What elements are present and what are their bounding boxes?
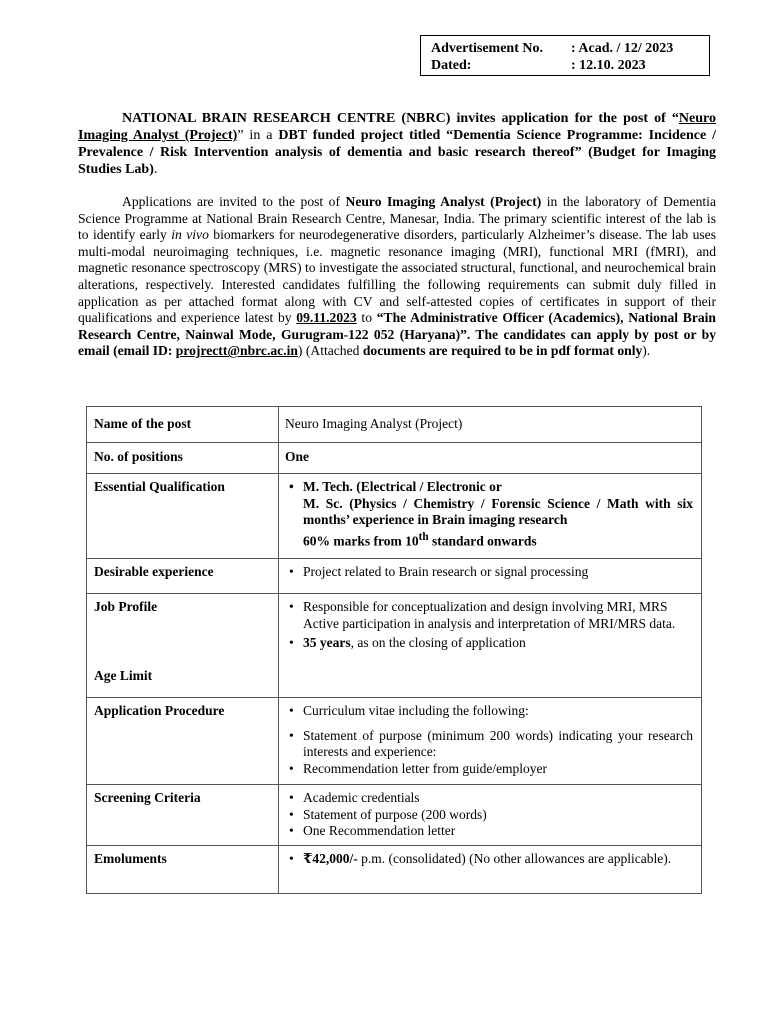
email-link[interactable]: projrectt@nbrc.ac.in [175, 343, 298, 359]
age-limit-label: Age Limit [94, 667, 153, 683]
intro-post-title: Neuro Imaging Analyst (Project) [78, 111, 716, 143]
essential-qualification-label: Essential Qualification [87, 474, 279, 559]
table-row [87, 698, 702, 785]
table-row [87, 594, 702, 698]
emoluments-label: Emoluments [87, 846, 279, 894]
qualification-line-2: M. Sc. (Physics / Chemistry / Forensic Science / Math with six months’ experience in Brain imaging research [303, 495, 693, 527]
body-last-date: 09.11.2023 [296, 310, 357, 326]
emoluments-list [285, 846, 693, 868]
qualification-line-3b: standard onwards [428, 533, 537, 548]
desirable-list [285, 559, 693, 581]
table-row [87, 407, 702, 443]
table-row [87, 443, 702, 474]
dated-label: Dated: [431, 58, 472, 73]
body-text-3: biomarkers for neurodegenerative disorders, particularly Alzheimer’s disease. The lab uses multi-modal neuroimaging techniques, i.e. magnetic resonance imaging (MRI), functional MRI (fMRI), and magnetic resonance spectroscopy (MRS) to investigate the associated structural, functional, and neurochemical brain alterations, respectively. Interested candidates fulfilling the following requirements can submit duly filled in application as per attached format along with CV and self-attested copies of certificates in support of their qualifications and experience latest by [78, 227, 716, 326]
positions-label: No. of positions [87, 443, 279, 474]
procedure-list [285, 698, 693, 777]
body-paragraph [78, 194, 716, 360]
list-item [285, 479, 693, 550]
job-profile-line-1: Responsible for conceptualization and design involving MRI, MRS [303, 599, 668, 614]
body-in-vivo: in vivo [171, 227, 209, 243]
screening-criteria-label: Screening Criteria [87, 785, 279, 846]
table-row [87, 474, 702, 559]
intro-text-1: NATIONAL BRAIN RESEARCH CENTRE (NBRC) invites application for the post of “ [122, 111, 679, 126]
name-of-post-label: Name of the post [87, 407, 279, 443]
body-pdf-note: documents are required to be in pdf format only [362, 343, 643, 359]
body-text-5: ) (Attached [297, 343, 363, 359]
list-item: • Statement of purpose (minimum 200 words) indicating your research interests and experience: [285, 728, 693, 761]
list-item: • Project related to Brain research or signal processing [285, 564, 693, 581]
advertisement-box [420, 35, 710, 76]
body-text-6: ). [642, 343, 651, 359]
intro-text-4: . [153, 162, 158, 177]
dated-value: : 12.10. 2023 [571, 58, 646, 73]
body-text-4: to [356, 310, 377, 326]
table-row [87, 846, 702, 894]
job-profile-label: Job Profile [94, 599, 158, 614]
table-row [87, 559, 702, 594]
table-row [87, 785, 702, 846]
advertisement-no-label: Advertisement No. [431, 41, 543, 56]
list-item: • Statement of purpose (200 words) [285, 807, 693, 824]
body-post-name: Neuro Imaging Analyst (Project) [345, 194, 542, 209]
qualification-line-1: M. Tech. (Electrical / Electronic or [303, 479, 502, 494]
age-limit-note: , as on the closing of application [350, 635, 526, 650]
list-item: • Curriculum vitae including the following: [285, 703, 693, 720]
list-item [285, 599, 693, 632]
emoluments-amount: ₹42,000/- [303, 851, 358, 866]
job-profile-list [285, 594, 693, 652]
list-item [285, 635, 693, 652]
advertisement-no-value: : Acad. / 12/ 2023 [571, 41, 674, 56]
list-item [285, 851, 693, 868]
body-text-2: in the laboratory of Dementia Science Programme at National Brain Research Centre, Manesar, India. The primary scientific interest of the lab is to identify early [78, 194, 716, 243]
list-item: • Recommendation letter from guide/employer [285, 761, 693, 778]
list-item: • Academic credentials [285, 790, 693, 807]
qualification-line-3: 60% marks from 10 [303, 533, 419, 548]
body-text-1: Applications are invited to the post of [122, 194, 346, 209]
job-profile-line-2: Active participation in analysis and interpretation of MRI/MRS data. [303, 615, 676, 631]
desirable-experience-label: Desirable experience [87, 559, 279, 594]
age-limit-value: 35 years [303, 635, 351, 650]
body-address: “The Administrative Officer (Academics), National Brain Research Centre, Nainwal Mode, Gurugram-122 052 (Haryana)”. The candidates can apply by post or by email (email ID: [78, 310, 716, 359]
post-details-table [86, 406, 702, 894]
intro-project-title: DBT funded project titled “Dementia Science Programme: Incidence / Prevalence / Risk Intervention analysis of dementia and basic research thereof” (Budget for Imaging Studies Lab) [78, 128, 716, 177]
name-of-post-value: Neuro Imaging Analyst (Project) [285, 416, 463, 431]
emoluments-note: p.m. (consolidated) (No other allowances are applicable). [357, 851, 672, 866]
positions-value: One [285, 449, 310, 464]
application-procedure-label: Application Procedure [87, 698, 279, 785]
list-item: • One Recommendation letter [285, 823, 693, 840]
intro-text-2: ” in a [237, 128, 279, 143]
qualification-superscript: th [418, 530, 429, 543]
qualification-list [285, 474, 693, 550]
intro-paragraph [78, 110, 716, 178]
screening-list [285, 785, 693, 840]
